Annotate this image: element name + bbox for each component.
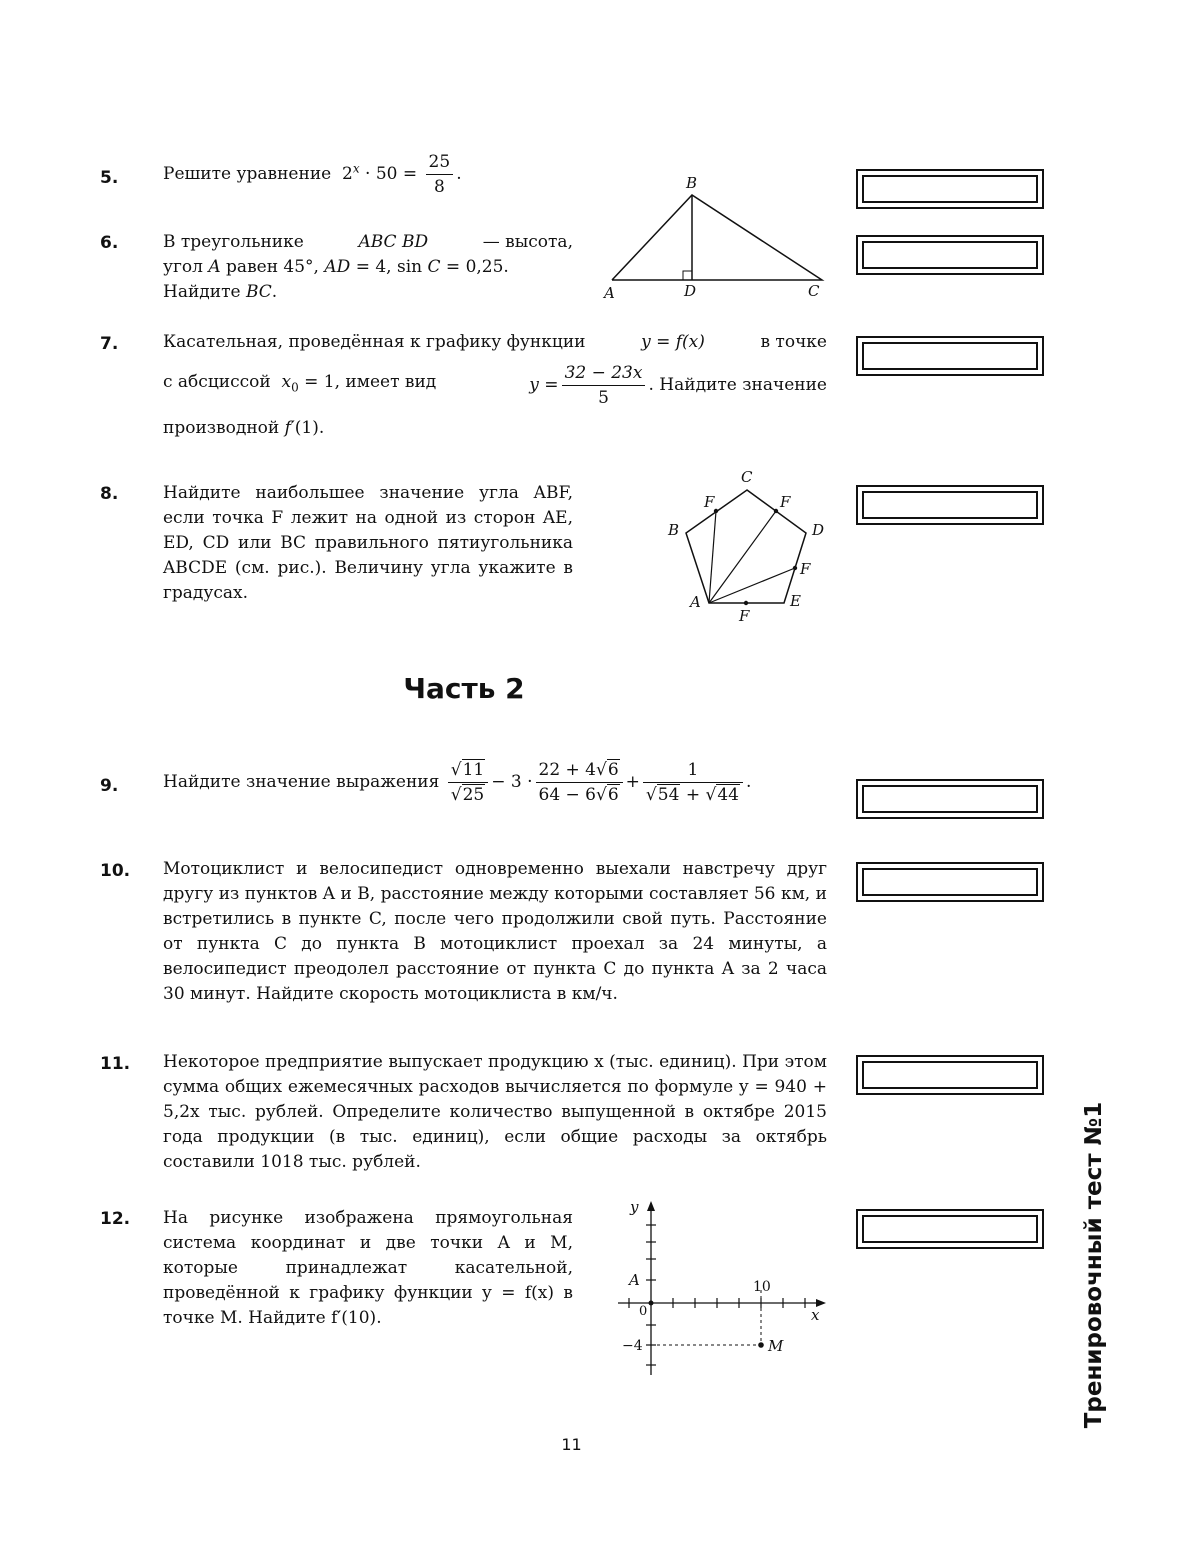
label-f1: F xyxy=(704,493,715,511)
answer-box-7[interactable] xyxy=(856,336,1044,376)
answer-box-6[interactable] xyxy=(856,235,1044,275)
problem-10-text: Мотоциклист и велосипедист одновременно выехали навстречу друг другу из пунктов A и B, расстояние между которыми составляет 56 км, и встретились в пункте C, после чего продолжили свой путь. Расстояние от пункта C до пункта B мотоциклист проехал за 24 минуты, а велосипедист преодолел расстояние от пункта C до пункта A за 2 часа 30 минут. Найдите скорость мотоциклиста в км/ч. xyxy=(163,859,827,1004)
label-b: B xyxy=(668,521,680,539)
problem-5-number: 5. xyxy=(100,168,119,188)
page-number: 11 xyxy=(561,1435,582,1454)
answer-box-8[interactable] xyxy=(856,485,1044,525)
answer-box-11[interactable] xyxy=(856,1055,1044,1095)
part-title: Часть 2 xyxy=(403,672,525,705)
label-b: B xyxy=(686,174,698,192)
label-a: A xyxy=(604,284,615,302)
pentagon-figure xyxy=(660,465,830,630)
problem-6-text: В треугольнике ABC BD — высота, угол A равен 45°, AD = 4, sin C = 0,25. Найдите BC. xyxy=(163,232,573,302)
answer-box-10[interactable] xyxy=(856,862,1044,902)
answer-box-9[interactable] xyxy=(856,779,1044,819)
point-m-label: M xyxy=(768,1337,784,1355)
problem-10-number: 10. xyxy=(100,861,131,881)
triangle-figure xyxy=(600,170,840,305)
label-a: A xyxy=(690,593,701,611)
problem-11-text: Некоторое предприятие выпускает продукцию x (тыс. единиц). При этом сумма общих ежемесячных расходов вычисляется по формуле y = 940 + 5,2x тыс. рублей. Определите количество выпущенной в октябре 2015 года продукции (в тыс. единиц), если общие расходы за октябрь составили 1018 тыс. рублей. xyxy=(163,1052,827,1172)
problem-8-number: 8. xyxy=(100,484,119,504)
label-f3: F xyxy=(800,560,811,578)
label-c: C xyxy=(741,468,753,486)
problem-11-number: 11. xyxy=(100,1054,131,1074)
problem-9-text: Найдите значение выражения $\frac{√11}{√25}$ − 3 · $\frac{22 + 4√6}{64 - 6√6}$ + $\frac{1}{√54 + √44}$ . xyxy=(163,760,752,805)
problem-7-number: 7. xyxy=(100,334,119,354)
label-d: D xyxy=(812,521,825,539)
axis-y-label: y xyxy=(630,1198,639,1216)
point-a-label: A xyxy=(629,1271,640,1289)
side-test-label: Тренировочный тест №1 xyxy=(1081,1101,1107,1429)
problem-6-number: 6. xyxy=(100,233,119,253)
problem-12-text: На рисунке изображена прямоугольная система координат и две точки A и M, которые принадлежат касательной, проведённой к графику функции y = f(x) в точке M. Найдите f′(10). xyxy=(163,1208,573,1328)
problem-5-text: Решите уравнение 2$^x$ · 50 = $\frac{25}{8}$ . xyxy=(163,152,462,197)
label-e: E xyxy=(790,592,801,610)
answer-box-12[interactable] xyxy=(856,1209,1044,1249)
label-f4: F xyxy=(739,607,750,625)
problem-12-number: 12. xyxy=(100,1209,131,1229)
origin-label: 0 xyxy=(639,1304,648,1319)
problem-7-text: Касательная, проведённая к графику функции y = f(x) в точке с абсциссой $x_0 = 1$, имеет вид y = $\frac{32 - 23x}{5}$ . Найдите значение производной f′(1). xyxy=(163,332,827,438)
tick-minus4-label: −4 xyxy=(622,1338,643,1354)
problem-8-text: Найдите наибольшее значение угла ABF, если точка F лежит на одной из сторон AE, ED, CD или BC правильного пятиугольника ABCDE (см. рис.). Величину угла укажите в градусах. xyxy=(163,483,573,603)
answer-box-5[interactable] xyxy=(856,169,1044,209)
label-d: D xyxy=(684,282,697,300)
problem-9-number: 9. xyxy=(100,776,119,796)
tick-10-label: 10 xyxy=(753,1279,771,1295)
coordinate-figure xyxy=(610,1195,835,1385)
axis-x-label: x xyxy=(811,1306,820,1324)
label-c: C xyxy=(808,282,820,300)
label-f2: F xyxy=(780,493,791,511)
